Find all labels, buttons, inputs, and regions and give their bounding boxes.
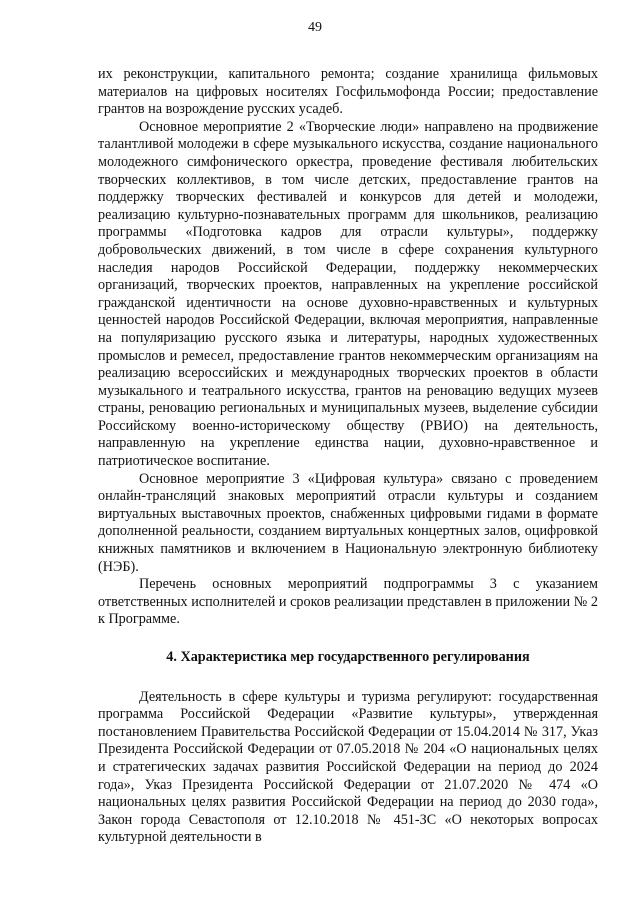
paragraph-regulation: Деятельность в сфере культуры и туризма регулируют: государственная программа Российской Федерации «Развитие культуры», утвержденная постановлением Правительства Российской Федерации от 15.04.2014 № 317, Указ Президента Российской Федерации от 07.05.2018 № 204 «О национальных целях и стратегических задачах развития Российской Федерации на период до 2024 года», Указ Президента Российской Федерации от 21.07.2020 № 474 «О национальных целях развития Российской Федерации на период до 2030 года», Закон города Севастополя от 12.10.2018 № 451-ЗС «О некоторых вопросах культурной деятельности в	[98, 688, 598, 846]
section-heading: 4. Характеристика мер государственного регулирования	[166, 649, 530, 665]
document-body	[98, 66, 598, 847]
paragraph-creative-people: Основное мероприятие 2 «Творческие люди» направлено на продвижение талантливой молодежи в сфере музыкального искусства, создание национального молодежного симфонического оркестра, проведение фестиваля любительских творческих коллективов, в том числе детских, предоставление грантов на поддержку творческих фестивалей и конкурсов для детей и молодежи, реализацию культурно-познавательных программ для школьников, реализацию программы «Подготовка кадров для отрасли культуры», поддержку добровольческих движений, в том числе в сфере сохранения культурного наследия народов Российской Федерации, поддержку некоммерческих организаций, творческих проектов, направленных на укрепление российской гражданской идентичности на основе духовно-нравственных и культурных ценностей народов Российской Федерации, включая мероприятия, направленные на популяризацию русского языка и литературы, народных художественных промыслов и ремесел, предоставление грантов некоммерческим организациям на реализацию всероссийских и международных творческих проектов в области музыкального и театрального искусства, грантов на реновацию ведущих музеев страны, реновацию региональных и муниципальных музеев, выделение субсидии Российскому военно-историческому обществу (РВИО) на деятельность, направленную на укрепление единства нации, духовно-нравственное и патриотическое воспитание.	[98, 118, 598, 470]
page-number: 49	[308, 20, 322, 35]
paragraph-digital-culture: Основное мероприятие 3 «Цифровая культура» связано с проведением онлайн-трансляций знаковых мероприятий отрасли культуры и созданием виртуальных выставочных проектов, снабженных цифровыми гидами в формате дополненной реальности, созданием виртуальных концертных залов, оцифровкой книжных памятников и включением в Национальную электронную библиотеку (НЭБ).	[98, 470, 598, 575]
paragraph-events-list: Перечень основных мероприятий подпрограммы 3 с указанием ответственных исполнителей и сроков реализации представлен в приложении № 2 к Программе.	[98, 576, 598, 628]
paragraph-continuation: их реконструкции, капитального ремонта; создание хранилища фильмовых материалов на цифровых носителях Госфильмофонда России; предоставление грантов на возрождение русских усадеб.	[98, 66, 598, 118]
